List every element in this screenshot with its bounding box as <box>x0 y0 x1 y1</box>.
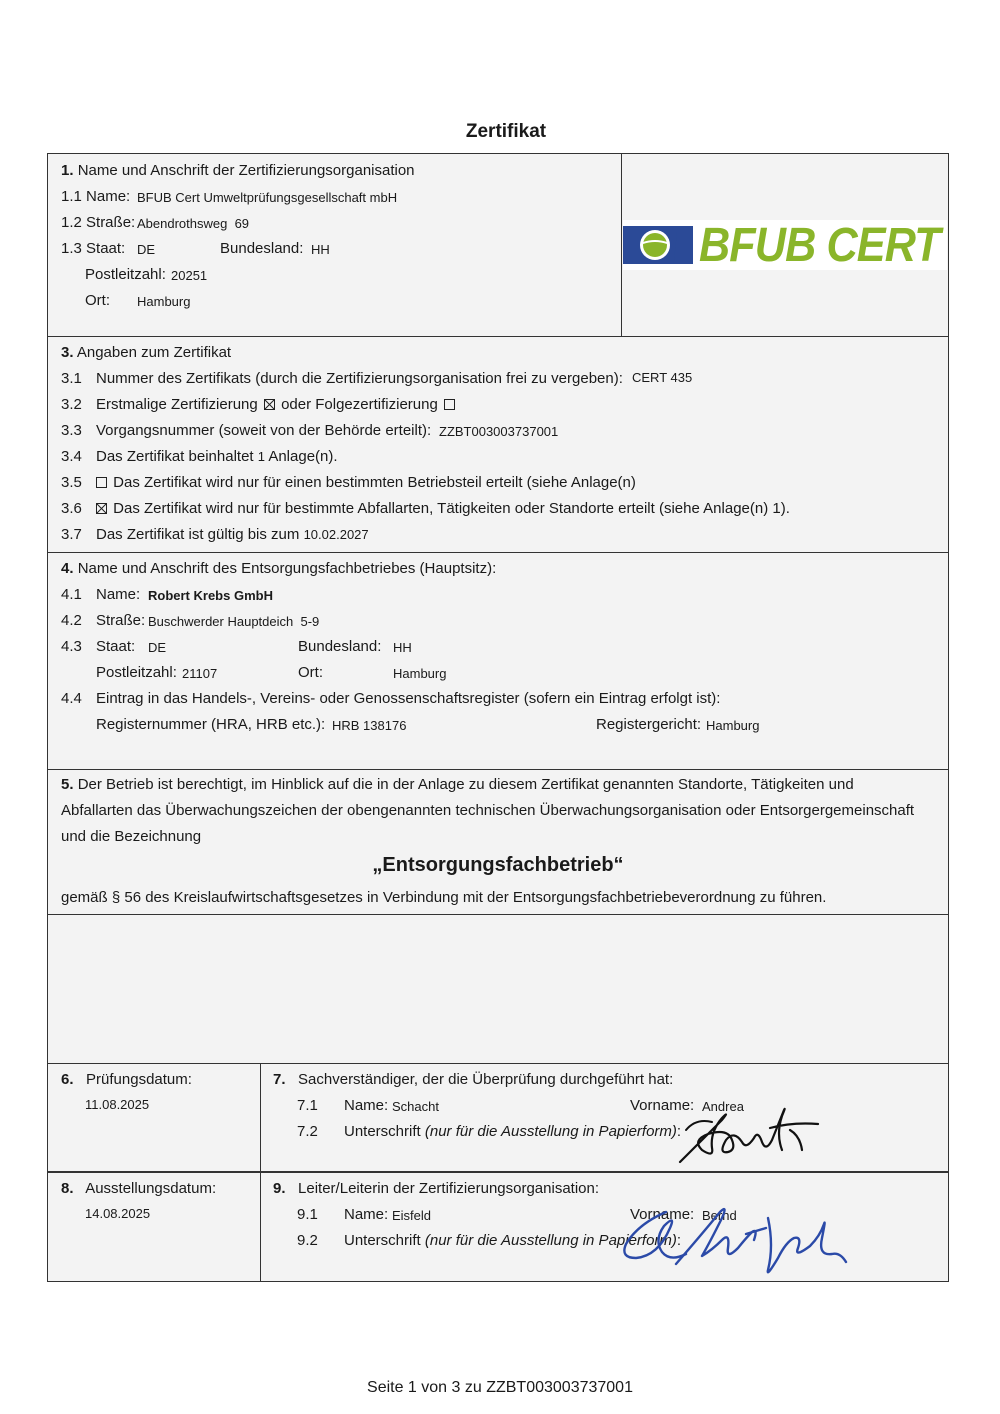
head-signature <box>618 1198 853 1283</box>
row-9-2-number: 9.2 <box>297 1232 318 1249</box>
section-5-line-4: gemäß § 56 des Kreislaufwirtschaftsgesetzes in Verbindung mit der Entsorgungsfachbetriebeverordnung zu führen. <box>61 889 827 906</box>
waste-types-checkbox <box>96 503 107 514</box>
section-3-box <box>47 336 949 553</box>
section-1-divider <box>621 153 622 337</box>
row-4-2-number: 4.2 <box>61 612 82 629</box>
head-firstname-label: Vorname: <box>630 1206 695 1223</box>
logo-text: BFUB CERT <box>699 219 940 272</box>
company-name-label: Name: <box>96 586 141 603</box>
process-number-value: ZZBT003003737001 <box>439 424 559 439</box>
section-8-9-divider <box>260 1171 261 1282</box>
section-9-heading: 9. Leiter/Leiterin der Zertifizierungsorganisation: <box>273 1180 600 1197</box>
issue-date-label: 8. Ausstellungsdatum: <box>61 1180 217 1197</box>
section-1-heading: 1. Name und Anschrift der Zertifizierungsorganisation <box>61 162 415 179</box>
register-court-value: Hamburg <box>706 718 760 733</box>
expert-name-value: Schacht <box>392 1099 439 1114</box>
row-3-2-number: 3.2 <box>61 396 82 413</box>
operating-unit-checkbox <box>96 477 107 488</box>
cert-org-name-label: 1.1 Name: <box>61 188 131 205</box>
expert-name-label: Name: <box>344 1097 389 1114</box>
row-3-1-number: 3.1 <box>61 370 82 387</box>
cert-org-country-value: DE <box>137 242 156 257</box>
cert-org-name-value: BFUB Cert Umweltprüfungsgesellschaft mbH <box>137 190 398 205</box>
company-city-value: Hamburg <box>393 666 447 681</box>
section-5-line-2: Abfallarten das Überwachungszeichen der obengenannten technischen Überwachungsorganisation oder Entsorgergemeinschaft <box>61 802 915 819</box>
row-3-6-number: 3.6 <box>61 500 82 517</box>
row-3-4-text: Das Zertifikat beinhaltet 1 Anlage(n). <box>96 448 338 465</box>
company-street-value: Buschwerder Hauptdeich 5-9 <box>148 614 320 629</box>
cert-org-city-label: Ort: <box>85 292 110 309</box>
company-state-value: HH <box>393 640 412 655</box>
row-9-1-number: 9.1 <box>297 1206 318 1223</box>
page-footer: Seite 1 von 3 zu ZZBT003003737001 <box>367 1379 633 1396</box>
row-3-5-text: Das Zertifikat wird nur für einen bestimmten Betriebsteil erteilt (siehe Anlage(n) <box>94 474 636 491</box>
company-country-label: Staat: <box>96 638 136 655</box>
cert-org-state-value: HH <box>311 242 330 257</box>
expert-signature <box>672 1100 822 1170</box>
initial-certification-checkbox <box>264 399 275 410</box>
cert-org-state-label: Bundesland: <box>220 240 304 257</box>
section-7-heading: 7. Sachverständiger, der die Überprüfung durchgeführt hat: <box>273 1071 674 1088</box>
blank-area-box <box>47 914 949 1064</box>
row-3-4-number: 3.4 <box>61 448 82 465</box>
expert-firstname-label: Vorname: <box>630 1097 695 1114</box>
cert-org-zip-value: 20251 <box>171 268 208 283</box>
cert-org-city-value: Hamburg <box>137 294 191 309</box>
row-3-7-number: 3.7 <box>61 526 82 543</box>
cert-org-street-label: 1.2 Straße: <box>61 214 136 231</box>
exam-date-value: 11.08.2025 <box>85 1097 150 1112</box>
section-5-line-3: und die Bezeichnung <box>61 828 202 845</box>
globe-icon <box>635 226 685 264</box>
company-name-value: Robert Krebs GmbH <box>148 588 273 603</box>
cert-org-street-value: Abendrothsweg 69 <box>137 216 250 231</box>
row-3-6-text: Das Zertifikat wird nur für bestimmte Abfallarten, Tätigkeiten oder Standorte erteilt (siehe Anlage(n) 1). <box>94 500 790 517</box>
initial-certification-label: Erstmalige Zertifizierung <box>96 396 258 413</box>
register-number-label: Registernummer (HRA, HRB etc.): <box>96 716 326 733</box>
cert-org-country-label: 1.3 Staat: <box>61 240 126 257</box>
issue-date-value: 14.08.2025 <box>85 1206 151 1221</box>
register-court-label: Registergericht: <box>596 716 702 733</box>
row-3-3-text: Vorgangsnummer (soweit von der Behörde erteilt): <box>96 422 432 439</box>
certificate-number-value: CERT 435 <box>632 370 693 385</box>
row-3-1-text: Nummer des Zertifikats (durch die Zertifizierungsorganisation frei zu vergeben): <box>96 370 623 387</box>
head-name-label: Name: <box>344 1206 389 1223</box>
head-signature-label: Unterschrift (nur für die Ausstellung in Papierform): <box>344 1232 682 1249</box>
company-country-value: DE <box>148 640 167 655</box>
exam-date-label: 6. Prüfungsdatum: <box>61 1071 192 1088</box>
section-3-heading: 3. Angaben zum Zertifikat <box>61 344 232 361</box>
attachment-count: 1 <box>257 449 265 464</box>
company-city-label: Ort: <box>298 664 323 681</box>
section-5-line-1: 5. Der Betrieb ist berechtigt, im Hinblick auf die in der Anlage zu diesem Zertifikat genannten Standorte, Tätigkeiten und <box>61 776 854 793</box>
designation-title: „Entsorgungsfachbetrieb“ <box>372 854 624 876</box>
row-3-2-text <box>96 396 457 413</box>
row-4-1-number: 4.1 <box>61 586 82 603</box>
register-number-value: HRB 138176 <box>332 718 407 733</box>
expert-signature-label: Unterschrift (nur für die Ausstellung in Papierform): <box>344 1123 682 1140</box>
company-street-label: Straße: <box>96 612 146 629</box>
row-7-1-number: 7.1 <box>297 1097 318 1114</box>
row-4-4-text: Eintrag in das Handels-, Vereins- oder Genossenschaftsregister (sofern ein Eintrag erfolgt ist): <box>96 690 721 707</box>
expert-firstname-value: Andrea <box>702 1099 744 1114</box>
valid-until-value: 10.02.2027 <box>303 527 369 542</box>
section-4-heading: 4. Name und Anschrift des Entsorgungsfachbetriebes (Hauptsitz): <box>61 560 497 577</box>
company-zip-value: 21107 <box>182 666 218 681</box>
head-firstname-value: Bernd <box>702 1208 737 1223</box>
head-name-value: Eisfeld <box>392 1208 432 1223</box>
row-7-2-number: 7.2 <box>297 1123 318 1140</box>
company-state-label: Bundesland: <box>298 638 382 655</box>
follow-up-certification-checkbox <box>444 399 455 410</box>
row-3-7-text: Das Zertifikat ist gültig bis zum 10.02.2027 <box>96 526 369 543</box>
bfub-cert-logo <box>623 220 947 270</box>
row-3-3-number: 3.3 <box>61 422 82 439</box>
row-4-4-number: 4.4 <box>61 690 82 707</box>
follow-up-certification-label: oder Folgezertifizierung <box>281 396 438 413</box>
document-title: Zertifikat <box>465 121 547 142</box>
section-4-box <box>47 552 949 770</box>
row-4-3-number: 4.3 <box>61 638 82 655</box>
row-3-5-number: 3.5 <box>61 474 82 491</box>
company-zip-label: Postleitzahl: <box>96 664 177 681</box>
cert-org-zip-label: Postleitzahl: <box>85 266 166 283</box>
